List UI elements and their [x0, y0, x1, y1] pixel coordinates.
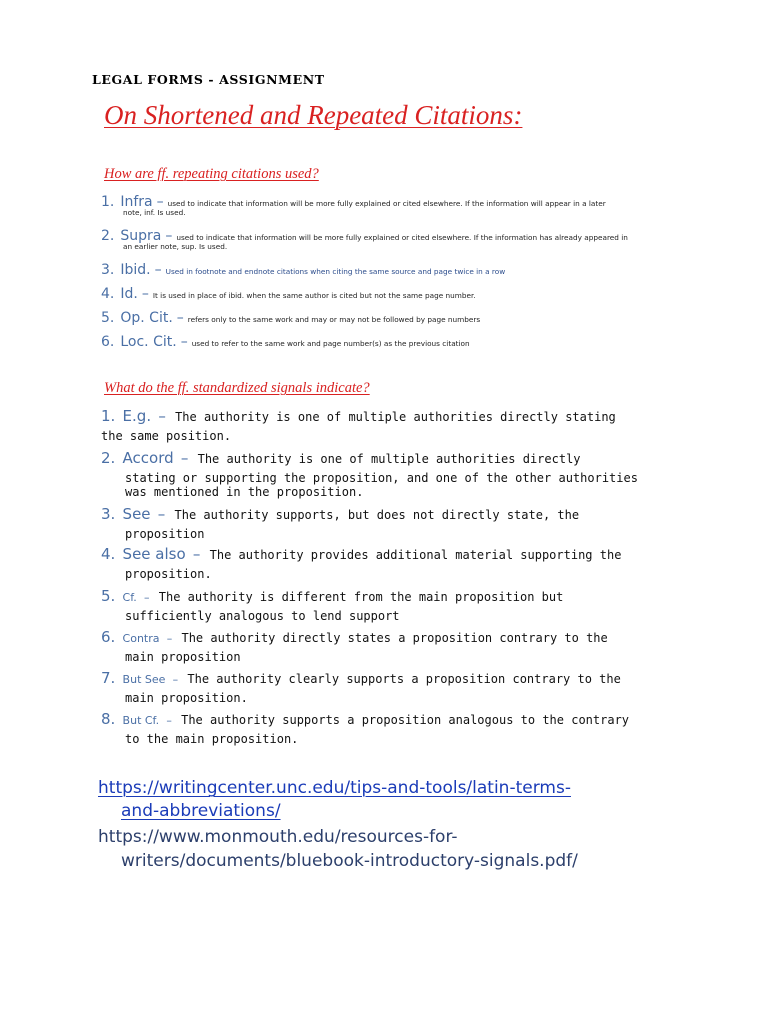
signal-term: Cf. — [122, 591, 137, 604]
signal-term: But See — [122, 673, 166, 686]
page-title: On Shortened and Repeated Citations: — [104, 100, 523, 130]
signal-description-continued: main proposition — [125, 650, 241, 664]
citation-number: 1. — [101, 194, 115, 210]
citation-description: refers only to the same work and may or may not be followed by page numbers — [187, 315, 481, 324]
citation-description-continued: an earlier note, sup. Is used. — [123, 242, 228, 251]
signal-dash: – — [166, 632, 173, 645]
citation-number: 5. — [101, 310, 115, 326]
signal-dash: – — [158, 407, 166, 425]
citation-description: used to indicate that information will be more fully explained or cited elsewhere. If the information has already appeared in — [176, 233, 628, 242]
citation-item — [101, 191, 671, 217]
citation-term: Op. Cit. — [120, 310, 173, 326]
signal-description: The authority is one of multiple authorities directly stating — [175, 410, 616, 424]
signal-first-line — [101, 628, 608, 649]
citation-term: Supra — [120, 228, 162, 244]
signal-first-line — [101, 505, 579, 526]
signal-description: The authority supports, but does not directly state, the — [174, 508, 580, 522]
citation-dash: – — [176, 310, 184, 326]
signal-description: The authority is one of multiple authorities directly — [197, 452, 581, 466]
signal-first-line — [101, 545, 621, 566]
section-heading-repeating-citations: How are ff. repeating citations used? — [104, 166, 319, 182]
citation-item — [101, 307, 671, 326]
signal-dash: – — [144, 591, 150, 604]
section-heading-signals: What do the ff. standardized signals indicate? — [104, 380, 370, 396]
signal-dash: – — [192, 545, 201, 563]
citation-term: Ibid. — [120, 262, 151, 278]
signal-first-line — [101, 710, 629, 731]
signal-first-line — [101, 587, 563, 608]
citation-number: 4. — [101, 286, 115, 302]
citation-description-continued: note, inf. Is used. — [123, 208, 186, 217]
citation-dash: – — [154, 262, 162, 278]
citation-dash: – — [180, 334, 188, 350]
signal-term: See also — [122, 545, 186, 563]
signal-number: 3. — [101, 505, 116, 523]
citation-dash: – — [141, 286, 149, 302]
signal-dash: – — [172, 673, 179, 686]
citation-description: It is used in place of ibid. when the same author is cited but not the same page number. — [152, 291, 476, 300]
signal-dash: – — [180, 449, 189, 467]
citation-description: used to indicate that information will be more fully explained or cited elsewhere. If the information will appear in a later — [167, 199, 606, 208]
signal-description-continued: to the main proposition. — [125, 732, 299, 746]
signal-first-line — [101, 449, 581, 470]
monmouth-link-line-2[interactable]: writers/documents/bluebook-introductory-signals.pdf/ — [121, 851, 578, 871]
signal-first-line — [101, 407, 616, 428]
signal-term: See — [122, 505, 151, 523]
signal-description-continued: sufficiently analogous to lend support — [125, 609, 400, 623]
citation-term: Id. — [120, 286, 138, 302]
citation-dash: – — [165, 228, 173, 244]
signal-description: The authority is different from the main proposition but — [158, 590, 564, 604]
signal-number: 1. — [101, 407, 116, 425]
citation-number: 2. — [101, 228, 115, 244]
signal-number: 6. — [101, 628, 116, 646]
signal-term: But Cf. — [122, 714, 160, 727]
signal-number: 2. — [101, 449, 116, 467]
signal-description-continued: the same position. — [101, 429, 232, 443]
citation-term: Loc. Cit. — [120, 334, 177, 350]
signal-term: E.g. — [122, 407, 152, 425]
signal-description-continued: was mentioned in the proposition. — [125, 485, 364, 499]
citation-item — [101, 331, 671, 350]
signal-number: 8. — [101, 710, 116, 728]
citation-number: 3. — [101, 262, 115, 278]
signal-term: Contra — [122, 632, 160, 645]
citation-number: 6. — [101, 334, 115, 350]
signal-dash: – — [157, 505, 166, 523]
unc-link-line-1[interactable]: https://writingcenter.unc.edu/tips-and-tools/latin-terms- — [98, 778, 571, 798]
signal-first-line — [101, 669, 621, 690]
assignment-header: LEGAL FORMS - ASSIGNMENT — [92, 72, 325, 87]
citation-item — [101, 225, 671, 251]
signal-description-continued: proposition — [125, 527, 205, 541]
signal-description: The authority provides additional material supporting the — [209, 548, 622, 562]
signal-number: 4. — [101, 545, 116, 563]
signal-description-continued: main proposition. — [125, 691, 248, 705]
signal-description: The authority supports a proposition analogous to the contrary — [181, 713, 630, 727]
signal-description-continued: proposition. — [125, 567, 212, 581]
citation-term: Infra — [120, 194, 153, 210]
signal-description-continued: stating or supporting the proposition, and one of the other authorities — [125, 471, 638, 485]
signal-description: The authority clearly supports a proposition contrary to the — [187, 672, 621, 686]
signal-term: Accord — [122, 449, 174, 467]
citation-item — [101, 259, 671, 278]
citation-description: Used in footnote and endnote citations when citing the same source and page twice in a row — [165, 267, 506, 276]
citation-description: used to refer to the same work and page number(s) as the previous citation — [191, 339, 470, 348]
signal-number: 7. — [101, 669, 116, 687]
signal-dash: – — [166, 714, 172, 727]
citation-dash: – — [156, 194, 164, 210]
citation-item — [101, 283, 671, 302]
unc-link-line-2[interactable]: and-abbreviations/ — [121, 801, 281, 821]
signal-number: 5. — [101, 587, 116, 605]
signal-description: The authority directly states a proposition contrary to the — [181, 631, 608, 645]
monmouth-link-line-1[interactable]: https://www.monmouth.edu/resources-for- — [98, 827, 458, 847]
